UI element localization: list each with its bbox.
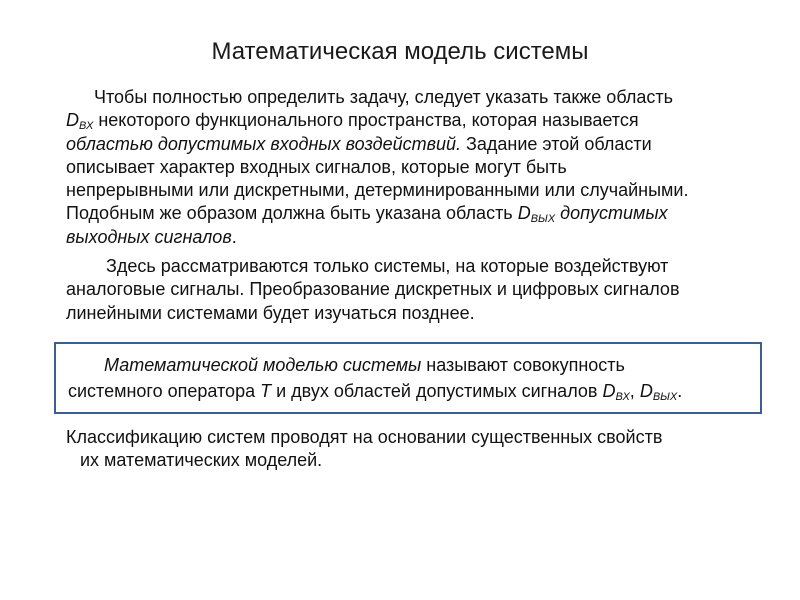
text-run: их математических моделей. [80,450,323,471]
paragraph-analog-signals [66,255,756,325]
definition-line [68,378,682,404]
text-run: некоторого функционального пространства, которая называется [93,110,639,131]
paragraph-line [66,226,756,249]
text-run: описывает характер входных сигналов, которые могут быть [66,156,567,177]
text-run: Здесь рассматриваются только системы, на которые воздействуют [106,256,669,276]
symbol-d: D [639,381,653,401]
text-run: непрерывными или дискретными, детерминированными или случайными. [66,180,689,201]
text-run: Подобным же образом должна быть указана область [66,203,518,224]
paragraph-line [66,109,756,132]
text-run: . [677,381,683,401]
text-run: Классификацию систем проводят на основании существенных свойств [66,427,663,447]
text-run: и двух областей допустимых сигналов [271,381,603,401]
text-run: называют совокупность [421,355,625,375]
paragraph-line [66,278,756,301]
symbol-t: T [260,381,272,401]
definition-box [54,342,762,414]
definition-text [68,352,682,404]
paragraph-classification [66,426,756,473]
paragraph-line [66,133,756,156]
subscript-vx: ВХ [79,120,94,133]
text-run: , [629,381,640,401]
text-run: аналоговые сигналы. Преобразование дискретных и цифровых сигналов [66,279,680,300]
italic-term: Математической моделью системы [104,355,422,375]
subscript-vyx: ВЫХ [530,213,556,226]
paragraph-input-domain [66,86,756,249]
paragraph-line [66,86,756,109]
italic-term: выходных сигналов [66,226,232,247]
paragraph-line [66,255,756,278]
page-title: Математическая модель системы [211,38,589,65]
paragraph-line [66,302,756,325]
text-run: Задание этой области [461,133,652,154]
subscript-vyx: ВЫХ [652,391,678,403]
italic-term: областью допустимых входных воздействий. [66,133,462,154]
symbol-d: D [602,381,616,401]
subscript-vx: ВХ [615,391,630,403]
paragraph-line [66,202,756,225]
paragraph-line [66,156,756,179]
definition-line [68,352,682,378]
paragraph-line [66,179,756,202]
text-run: системного оператора [68,381,261,401]
text-run: линейными системами будет изучаться позднее. [66,302,475,323]
symbol-d: D [517,203,531,224]
italic-term: допустимых [555,203,668,224]
symbol-d: D [66,110,79,131]
text-run: Чтобы полностью определить задачу, следует указать также область [94,87,673,107]
paragraph-line [66,426,756,449]
paragraph-line [66,449,756,472]
text-run: . [231,226,237,247]
